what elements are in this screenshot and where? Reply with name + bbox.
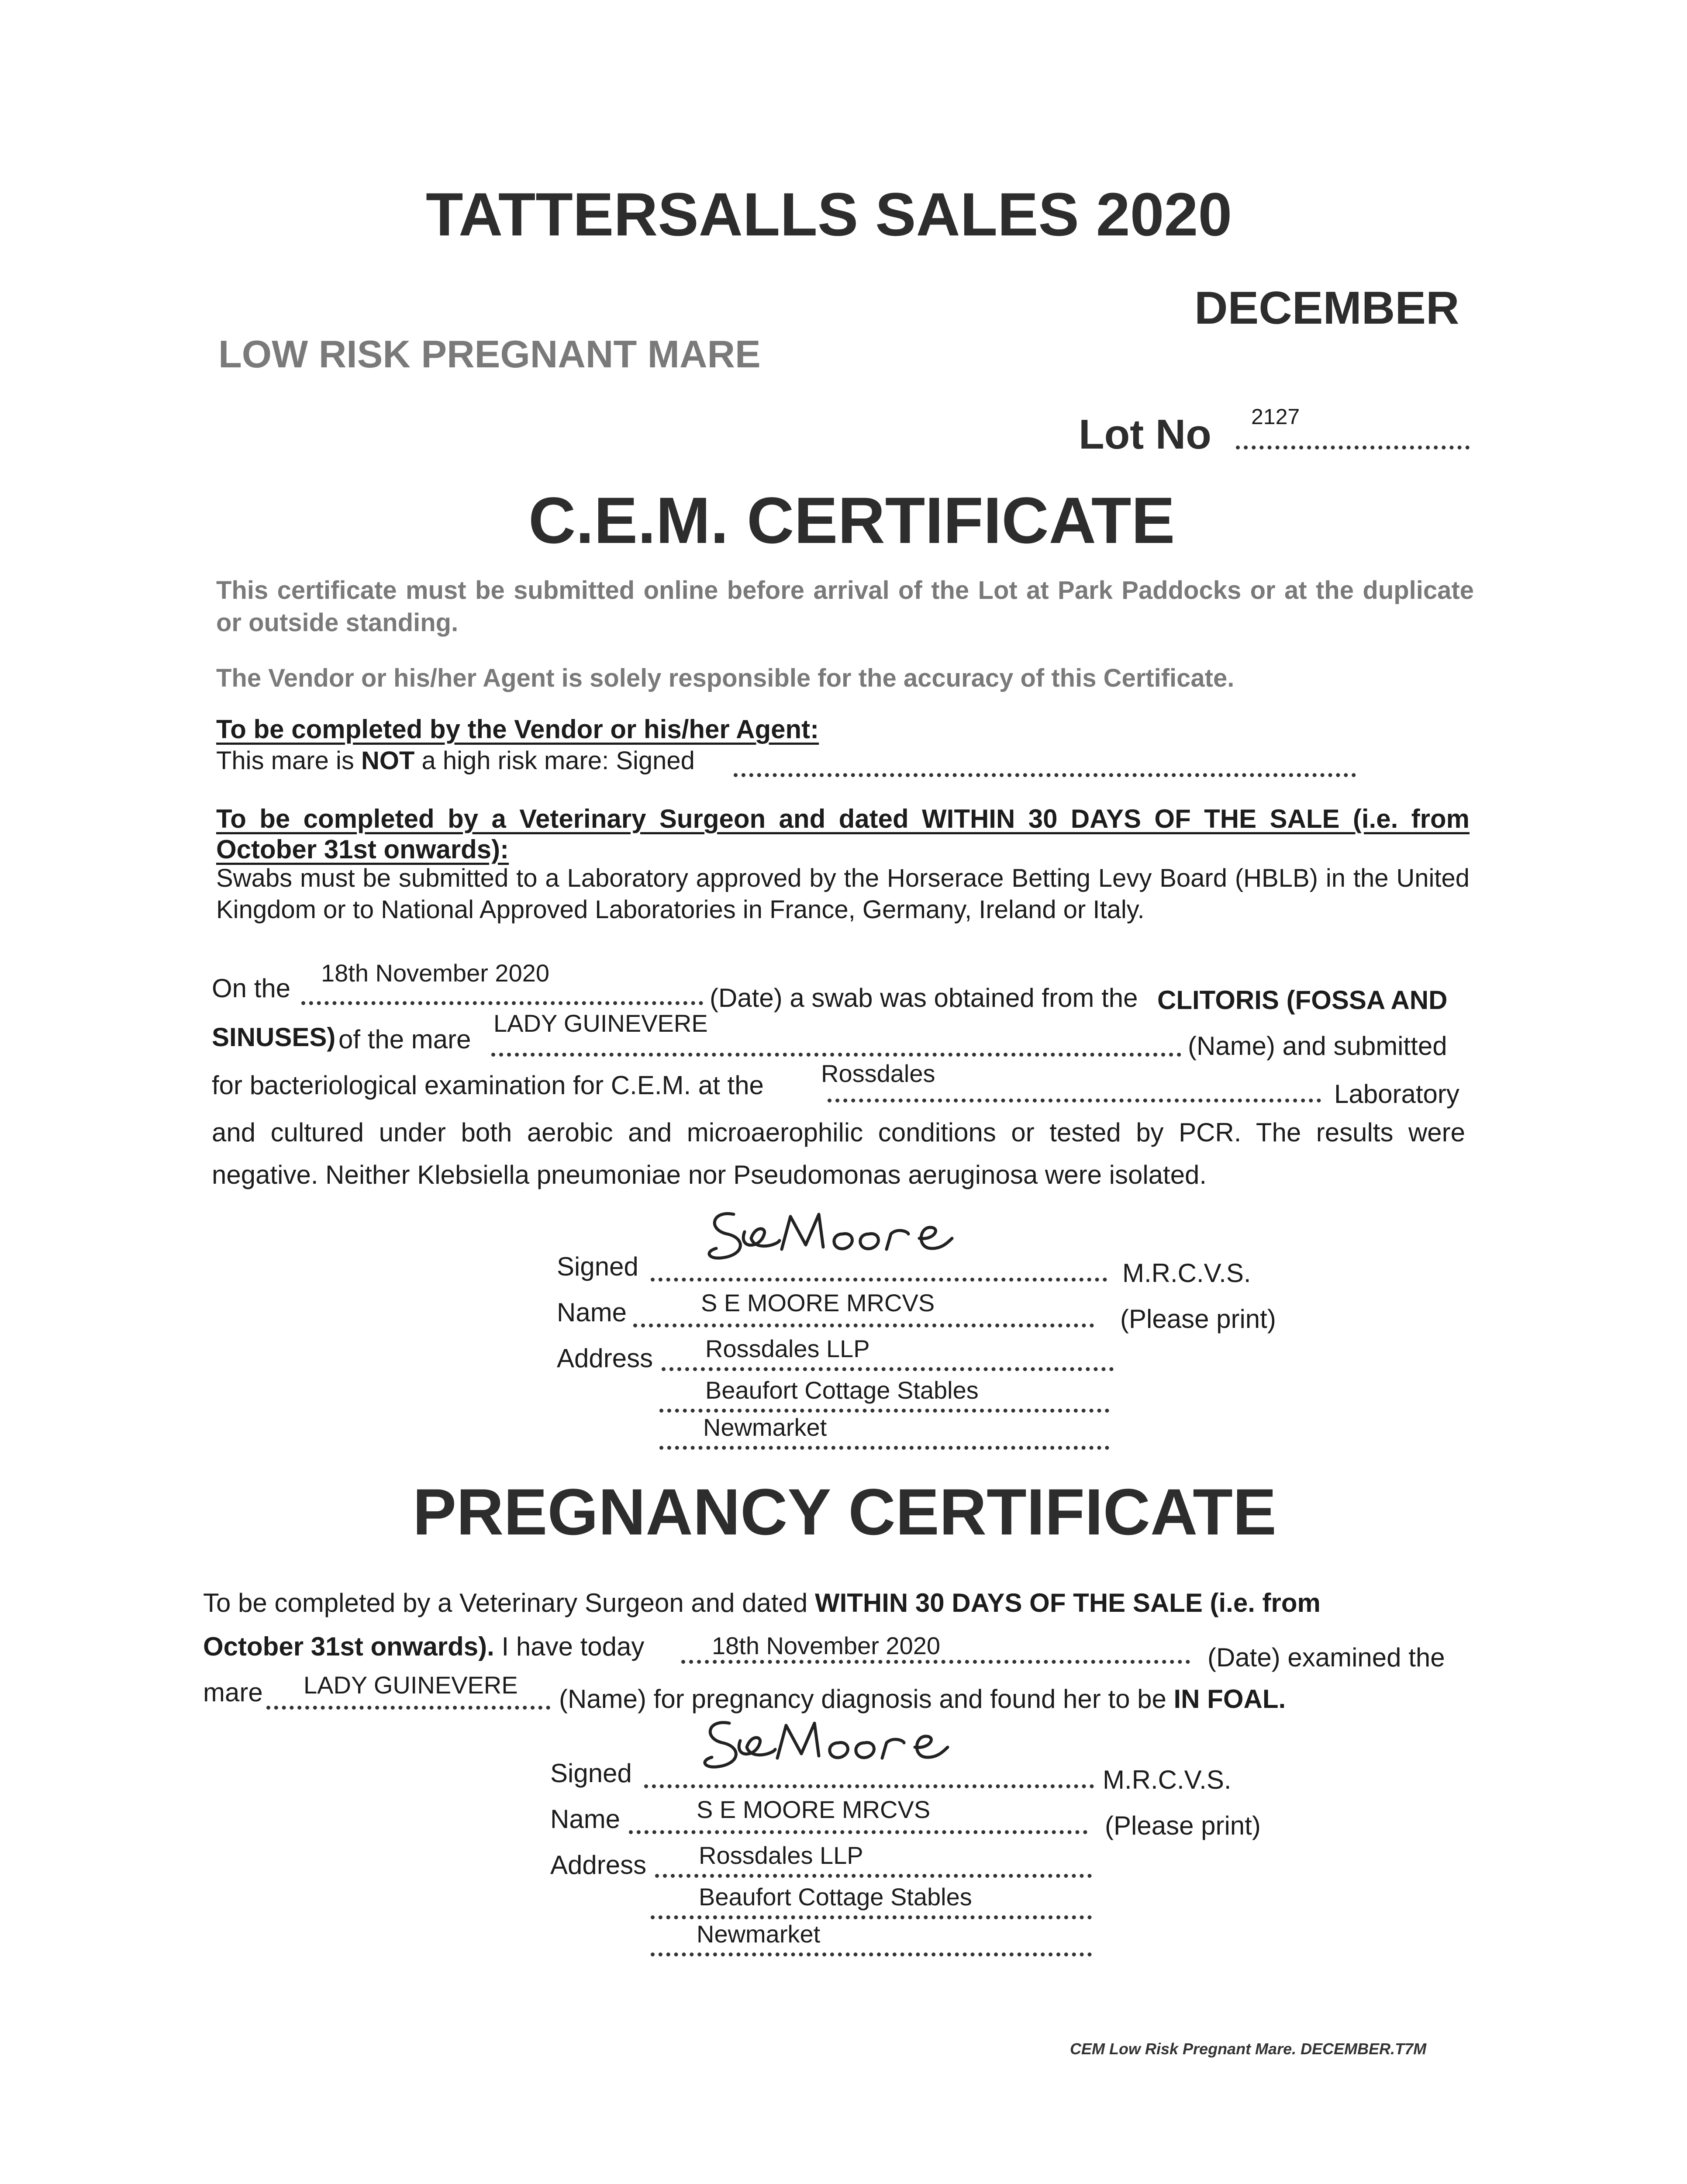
preg-line-1a: To be completed by a Veterinary Surgeon and dated	[203, 1588, 815, 1617]
preg-line-2c: (Date) examined the	[1207, 1643, 1445, 1672]
cem-signature	[703, 1197, 974, 1267]
preg-mrcvs: M.R.C.V.S.	[1103, 1765, 1232, 1794]
cem-address-line-2: Beaufort Cottage Stables	[705, 1376, 979, 1404]
vendor-signature-line	[734, 773, 1356, 777]
vendor-text-1: This mare is	[216, 746, 361, 775]
cem-please-print: (Please print)	[1120, 1304, 1276, 1334]
preg-line-1b: WITHIN 30 DAYS OF THE SALE (i.e. from	[814, 1588, 1321, 1617]
cem-name-label: Name	[557, 1298, 627, 1327]
vendor-declaration	[216, 746, 695, 775]
cem-address-line-1: Rossdales LLP	[705, 1335, 870, 1362]
preg-date-line	[681, 1660, 1190, 1664]
preg-address-label: Address	[550, 1850, 647, 1880]
cem-name-line	[633, 1324, 1094, 1327]
lot-number: 2127	[1251, 404, 1300, 429]
preg-line-2b: I have today	[494, 1632, 645, 1661]
preg-mare-name-line	[266, 1706, 550, 1710]
cem-mare-name: LADY GUINEVERE	[493, 1009, 708, 1037]
preg-address-line-1: Rossdales LLP	[699, 1842, 863, 1869]
preg-please-print: (Please print)	[1105, 1811, 1261, 1840]
swab-date: 18th November 2020	[321, 959, 550, 987]
preg-address-dots-1	[655, 1874, 1092, 1878]
preg-line-2	[203, 1631, 644, 1662]
lot-dotted-line	[1236, 446, 1470, 449]
responsibility-notice: The Vendor or his/her Agent is solely responsible for the accuracy of this Certificate.	[216, 664, 1235, 692]
preg-name-label: Name	[550, 1804, 621, 1834]
of-the-mare-label: of the mare	[338, 1025, 471, 1054]
swab-date-line	[301, 1001, 703, 1005]
preg-line-3	[559, 1684, 1286, 1714]
preg-signature	[699, 1710, 969, 1776]
cem-address-dots-1	[662, 1367, 1114, 1371]
name-submitted-text: (Name) and submitted	[1188, 1031, 1447, 1061]
cem-signed-label: Signed	[557, 1252, 638, 1281]
swab-date-text: (Date) a swab was obtained from the	[710, 983, 1138, 1013]
cem-heading: C.E.M. CERTIFICATE	[528, 484, 1175, 557]
preg-signed-label: Signed	[550, 1759, 632, 1788]
preg-line-1	[203, 1588, 1321, 1618]
culture-text: and cultured under both aerobic and microaerophilic conditions or tested by PCR. The results were	[212, 1118, 1465, 1147]
cem-address-dots-3	[659, 1446, 1109, 1450]
cem-mrcvs: M.R.C.V.S.	[1122, 1258, 1251, 1288]
preg-line-3a: (Name) for pregnancy diagnosis and found her to be	[559, 1684, 1174, 1714]
lot-label: Lot No	[1079, 411, 1211, 458]
sale-month: DECEMBER	[1194, 282, 1459, 334]
vet-section-heading: To be completed by a Veterinary Surgeon and dated WITHIN 30 DAYS OF THE SALE (i.e. from October 31st onwards):	[216, 804, 1470, 864]
lab-name-line-fill	[828, 1099, 1321, 1102]
cem-address-line-3: Newmarket	[703, 1413, 827, 1441]
preg-address-dots-2	[651, 1915, 1092, 1919]
mare-category: LOW RISK PREGNANT MARE	[218, 332, 761, 376]
vendor-section-heading: To be completed by the Vendor or his/her Agent:	[216, 715, 819, 744]
preg-signed-dots	[644, 1784, 1094, 1788]
cem-name-value: S E MOORE MRCVS	[701, 1289, 935, 1317]
sinuses-text: SINUSES)	[212, 1023, 336, 1052]
vendor-text-not: NOT	[361, 746, 415, 775]
footer-code: CEM Low Risk Pregnant Mare. DECEMBER.T7M	[1070, 2040, 1427, 2058]
submission-notice: This certificate must be submitted online before arrival of the Lot at Park Paddocks or at the duplicate or outside standing.	[216, 576, 1474, 637]
preg-address-line-2: Beaufort Cottage Stables	[699, 1883, 972, 1911]
cem-address-label: Address	[557, 1344, 653, 1373]
swab-instructions: Swabs must be submitted to a Laboratory approved by the Horserace Betting Levy Board (HBLB) in the United Kingdom or to National Approved Laboratories in France, Germany, Ireland or Italy.	[216, 864, 1470, 924]
preg-line-2a: October 31st onwards).	[203, 1632, 494, 1661]
vendor-text-2: a high risk mare: Signed	[414, 746, 695, 775]
preg-line-3b: IN FOAL.	[1173, 1684, 1286, 1714]
pregnancy-heading: PREGNANCY CERTIFICATE	[413, 1475, 1276, 1548]
on-the-label: On the	[212, 974, 291, 1003]
page-title: TATTERSALLS SALES 2020	[426, 180, 1232, 249]
preg-mare-word: mare	[203, 1678, 263, 1707]
cem-mare-name-line	[491, 1053, 1181, 1057]
cem-signed-dots	[651, 1278, 1107, 1282]
laboratory-text: Laboratory	[1334, 1079, 1459, 1109]
preg-name-value: S E MOORE MRCVS	[697, 1796, 931, 1823]
clitoris-text: CLITORIS (FOSSA AND	[1157, 985, 1448, 1015]
preg-name-line	[629, 1830, 1087, 1834]
preg-exam-date: 18th November 2020	[712, 1632, 941, 1659]
bacterio-text: for bacteriological examination for C.E.M. at the	[212, 1071, 764, 1100]
cem-address-dots-2	[659, 1409, 1109, 1413]
lab-name: Rossdales	[821, 1060, 935, 1087]
preg-address-dots-3	[651, 1952, 1092, 1956]
negative-text: negative. Neither Klebsiella pneumoniae nor Pseudomonas aeruginosa were isolated.	[212, 1160, 1207, 1189]
preg-address-line-3: Newmarket	[697, 1920, 821, 1948]
preg-mare-name: LADY GUINEVERE	[304, 1671, 518, 1699]
